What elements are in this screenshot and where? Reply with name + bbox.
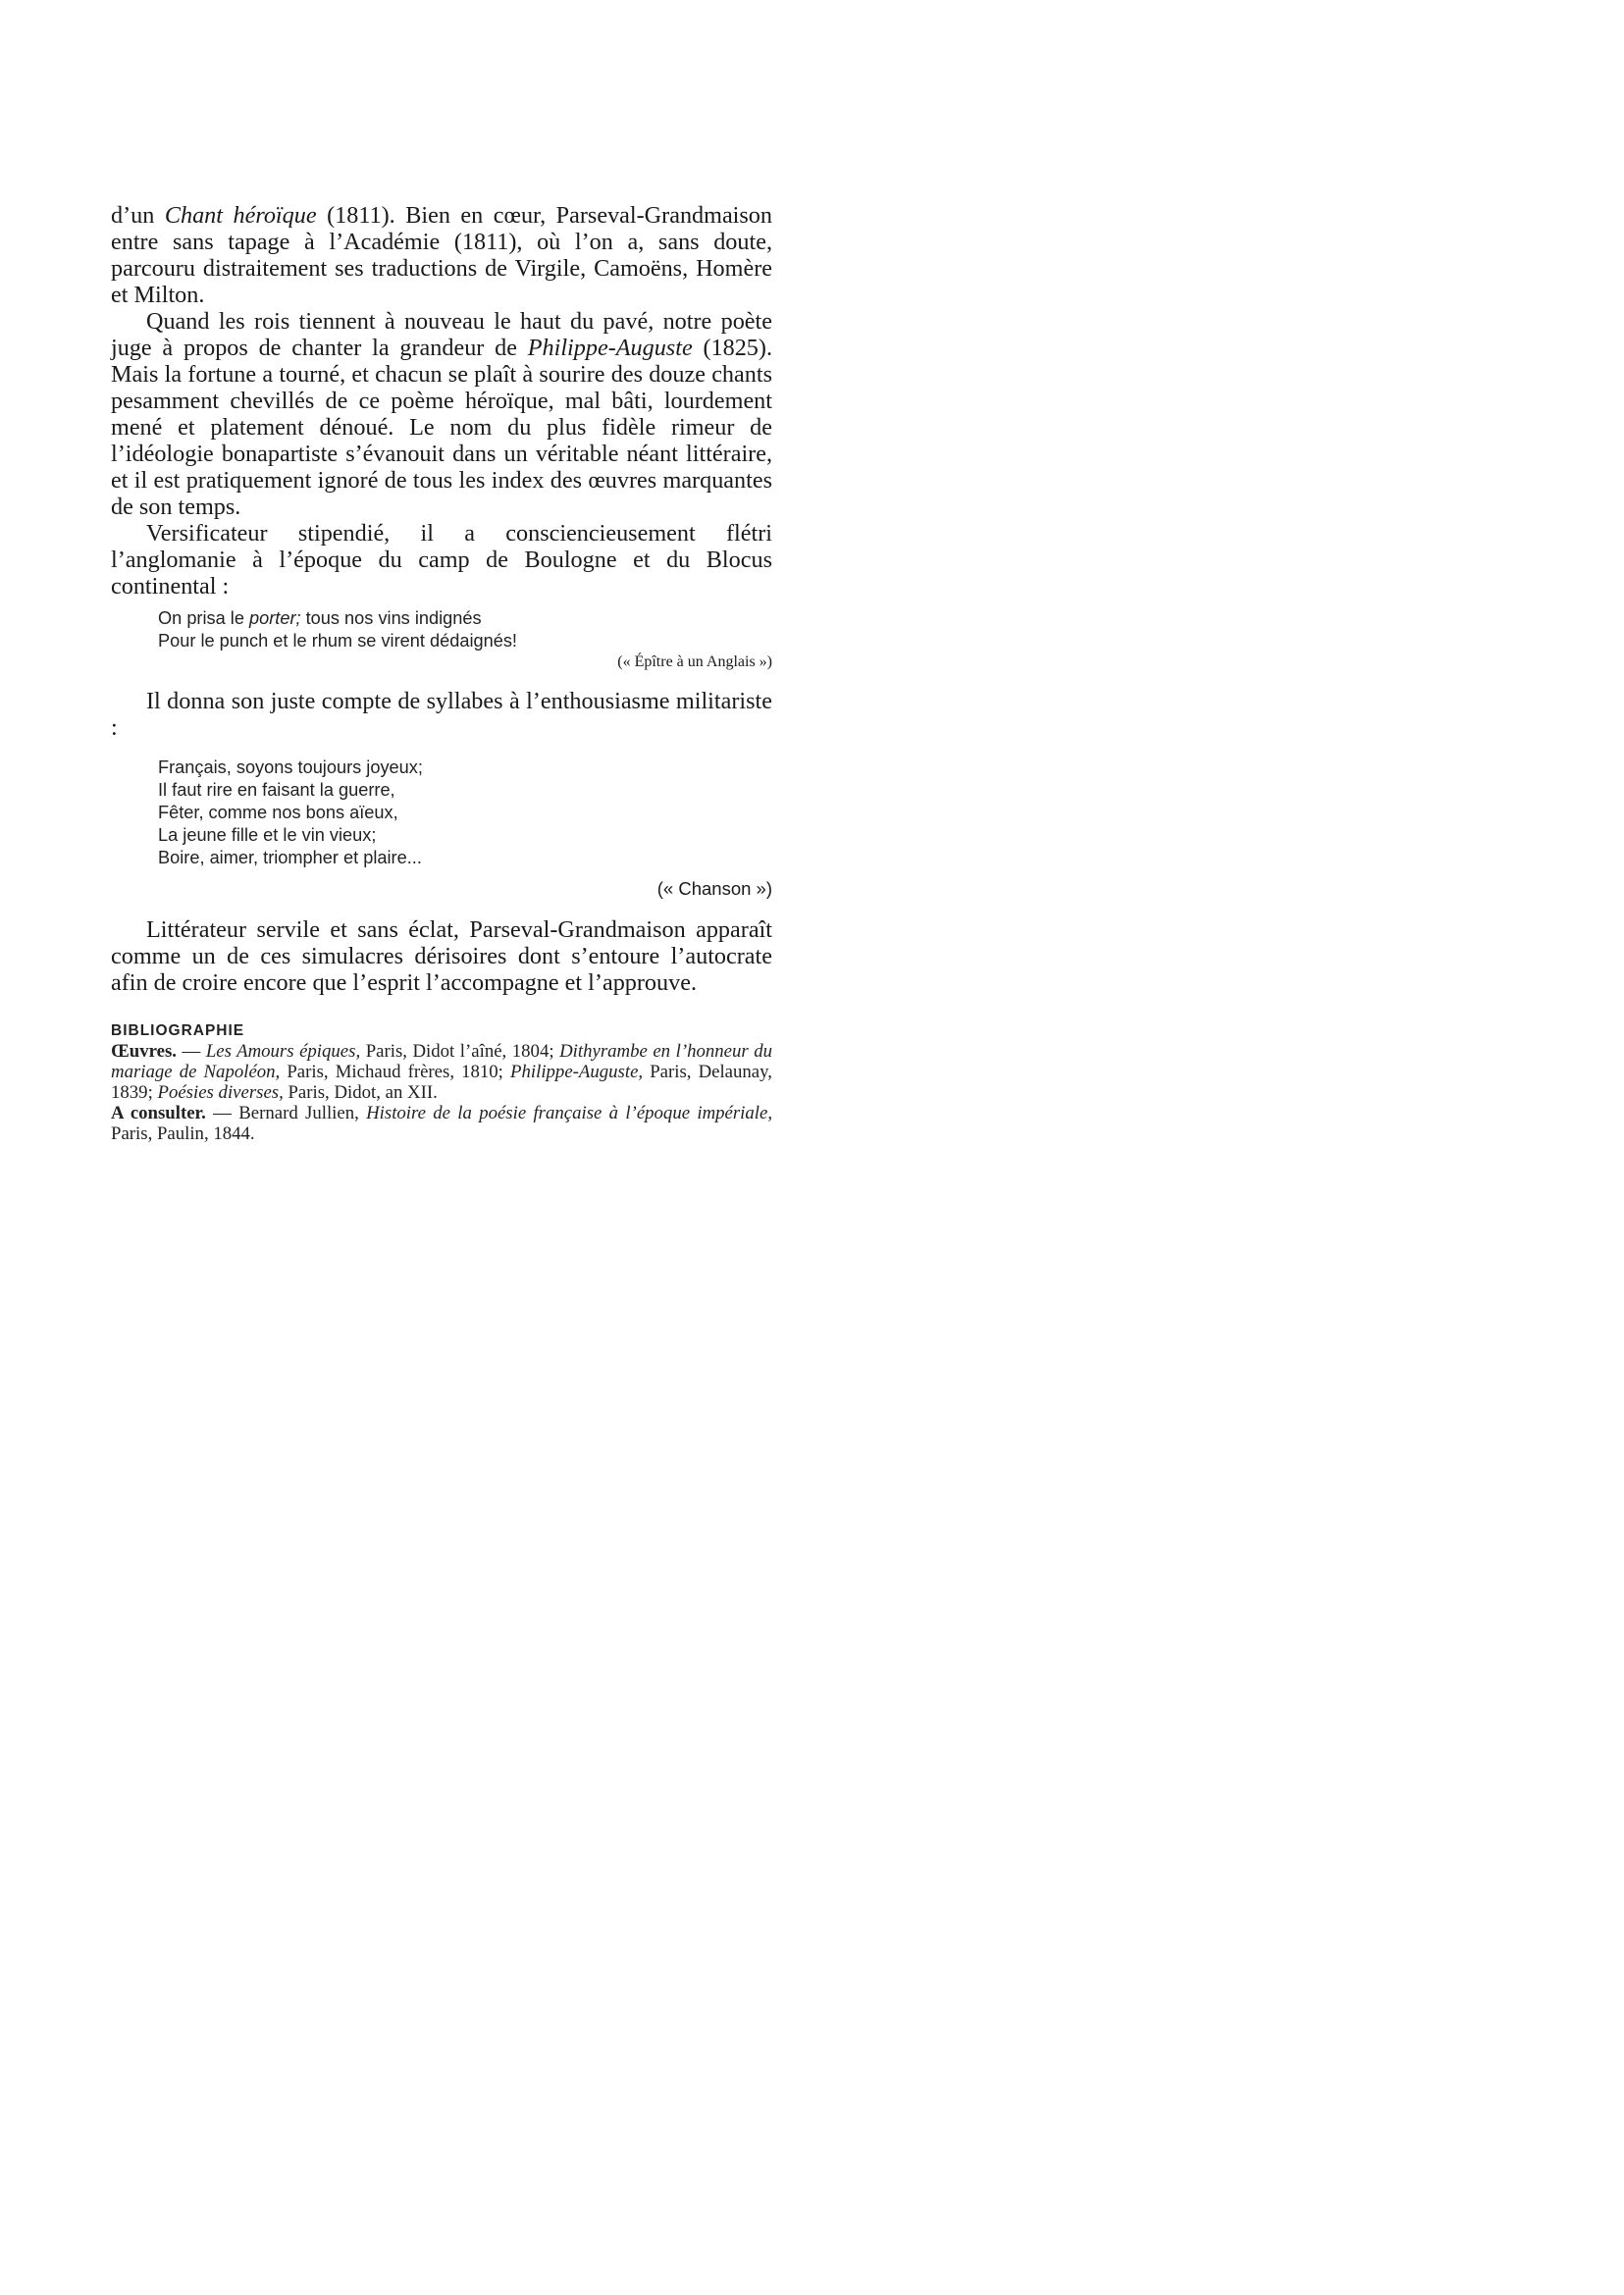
verse-line: Fêter, comme nos bons aïeux, [158,803,398,822]
quote-chanson [111,756,772,869]
text-column [111,202,772,1144]
quote-source-chanson: (« Chanson ») [656,878,772,899]
work-title: Dithyrambe en l’honneur du mariage de Napoléon, [111,1041,772,1082]
work-title: Chant héroïque [164,202,317,229]
work-title: Histoire de la poésie française à l’époque impériale, [366,1103,773,1123]
verse-line: Français, soyons toujours joyeux; [158,757,423,777]
text-run: (1825). Mais la fortune a tourné, et chacun se plaît à sourire des douze chants pesamment chevillés de ce poème héroïque, mal bâti, lourdement mené et platement dénoué. Le nom du plus fidèle rimeur de l’idéologie bonapartiste s’évanouit dans un véritable néant littéraire, et il est pratiquement ignoré de tous les index des œuvres marquantes de son temps. [111,335,773,520]
paragraph-versificateur: Versificateur stipendié, il a consciencieusement flétri l’anglomanie à l’époque du camp de Boulogne et du Blocus continental : [111,520,772,600]
text-run: d’un [111,202,165,229]
work-title: Philippe-Auguste [527,335,693,361]
bibliography-oeuvres: Œuvres. — Les Amours épiques, Paris, Didot l’aîné, 1804; Dithyrambe en l’honneur du mariage de Napoléon, Paris, Michaud frères, 1810; Philippe-Auguste, Paris, Delaunay, 1839; Poésies diverses, Paris, Didot, an XII. [111,1041,773,1103]
work-title: Philippe-Auguste, [510,1062,644,1082]
verse-line: La jeune fille et le vin vieux; [158,825,377,845]
quote-source-epitre: (« Épître à un Anglais ») [617,653,772,670]
bibliography-consulter: A consulter. — Bernard Jullien, Histoire de la poésie française à l’époque impériale, Paris, Paulin, 1844. [111,1103,773,1144]
bibliography-heading: BIBLIOGRAPHIE [111,1022,245,1039]
paragraph-litterateur: Littérateur servile et sans éclat, Parseval-Grandmaison apparaît comme un de ces simulacres dérisoires dont s’entoure l’autocrate afin de croire encore que l’esprit l’accompagne et l’approuve. [111,916,772,996]
text-run: (1811). Bien en cœur, Parseval-Grandmaison entre sans tapage à l’Académie (1811), où l’on a, sans doute, parcouru distraitement ses traductions de Virgile, Camoëns, Homère et Milton. [111,202,772,308]
work-title: Les Amours épiques, [205,1041,361,1062]
verse-line: Pour le punch et le rhum se virent dédaignés! [158,631,517,651]
verse-line: Il faut rire en faisant la guerre, [158,780,395,800]
quote-epitre [111,607,772,652]
text-run: Quand les rois tiennent à nouveau le haut du pavé, notre poète juge à propos de chanter la grandeur de [111,308,772,361]
paragraph-militariste: Il donna son juste compte de syllabes à l’enthousiasme militariste : [111,688,772,741]
paragraph-chant-heroique [111,202,772,308]
work-title: Poésies diverses, [157,1082,284,1103]
verse-line: Boire, aimer, triompher et plaire... [158,848,422,867]
consulter-label: A consulter. [111,1103,206,1123]
oeuvres-label: Œuvres. [111,1041,177,1062]
paragraph-philippe-auguste [111,308,772,520]
verse-line: On prisa le porter; tous nos vins indignés [158,608,482,628]
